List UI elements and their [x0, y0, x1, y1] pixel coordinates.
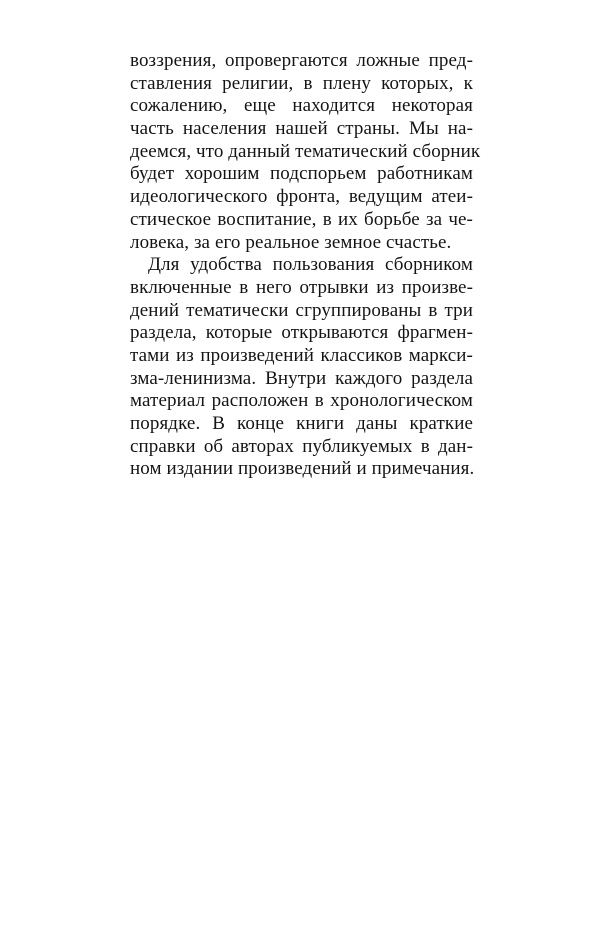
- text-line: стическое воспитание, в их борьбе за че-: [130, 208, 473, 230]
- text-line: ставления религии, в плену которых, к: [130, 72, 473, 94]
- text-line: дений тематически сгруппированы в три: [130, 299, 473, 321]
- paragraph-2: [130, 254, 473, 481]
- text-line: часть населения нашей страны. Мы на-: [130, 118, 473, 140]
- document-page: [130, 50, 481, 481]
- text-line: включенные в него отрывки из произве-: [130, 276, 473, 298]
- text-line: Для удобства пользования сборником: [148, 254, 473, 276]
- text-line: будет хорошим подспорьем работникам: [130, 163, 473, 185]
- text-line: справки об авторах публикуемых в дан-: [130, 435, 473, 457]
- text-line: деемся, что данный тематический сборник: [130, 140, 481, 162]
- text-line: воззрения, опровергаются ложные пред-: [130, 50, 473, 71]
- text-line: раздела, которые открываются фрагмен-: [130, 322, 473, 344]
- text-line: материал расположен в хронологическом: [130, 390, 473, 412]
- text-line: ном издании произведений и примечания.: [130, 458, 475, 480]
- text-line: ловека, за его реальное земное счастье.: [130, 231, 452, 253]
- text-line: идеологического фронта, ведущим атеи-: [130, 186, 473, 208]
- text-line: тами из произведений классиков маркси-: [130, 344, 473, 366]
- paragraph-1: [130, 50, 481, 254]
- text-line: зма-ленинизма. Внутри каждого раздела: [130, 367, 473, 389]
- text-line: порядке. В конце книги даны краткие: [130, 413, 473, 434]
- text-line: сожалению, еще находится некоторая: [130, 95, 473, 117]
